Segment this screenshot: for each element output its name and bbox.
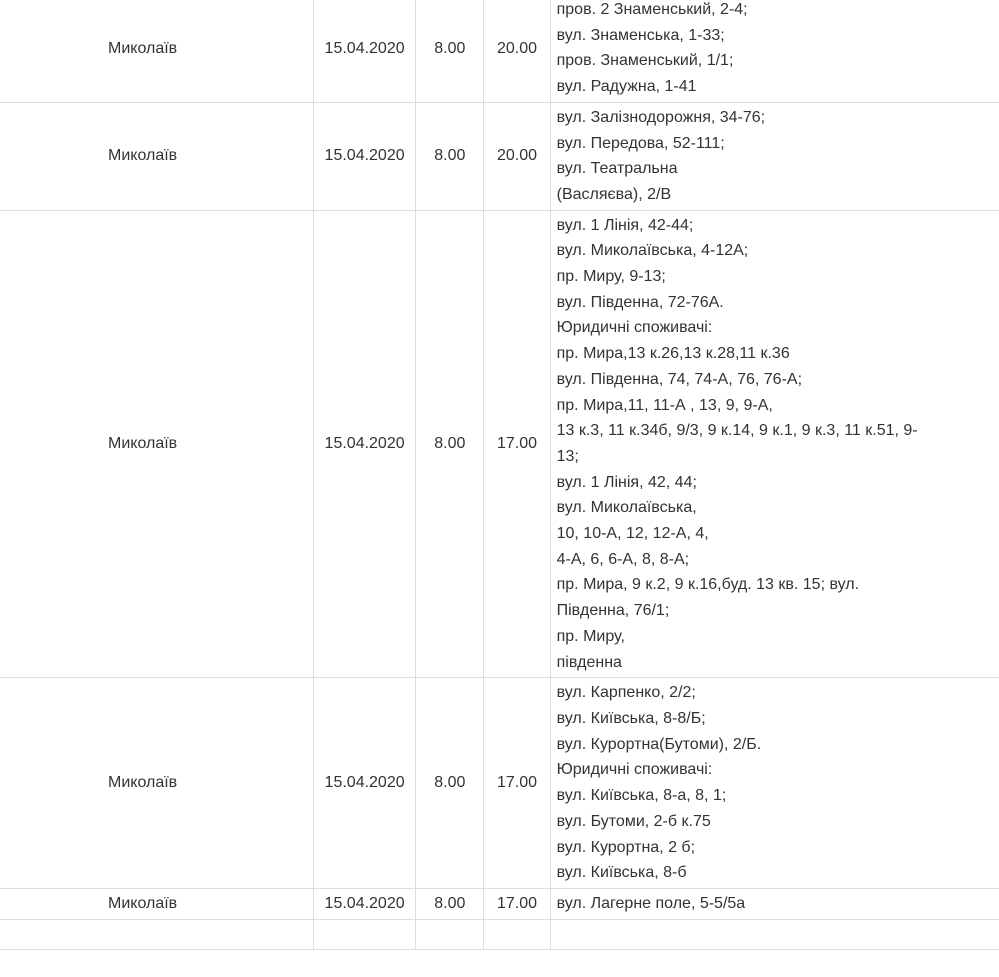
address-line: вул. Бутоми, 2-б к.75 (556, 812, 711, 830)
table-row (0, 102, 999, 210)
address-line: вул. Курортна, 2 б; (556, 838, 696, 856)
address-line: пр. Мира, 9 к.2, 9 к.16,буд. 13 кв. 15; вул. (556, 576, 860, 594)
table-row (0, 0, 999, 102)
addresses-cell (550, 888, 999, 919)
end-time-cell: 17.00 (484, 678, 550, 889)
address-line: вул. Київська, 8-8/Б; (556, 709, 706, 727)
date-cell: 15.04.2020 (313, 678, 415, 889)
address-line: вул. Південна, 74, 74-А, 76, 76-А; (556, 370, 803, 388)
address-line: пр. Мира,13 к.26,13 к.28,11 к.36 (556, 345, 790, 363)
address-line: пр. Мира,11, 11-А , 13, 9, 9-А, (556, 396, 773, 414)
address-line (557, 922, 999, 948)
address-line: 10, 10-А, 12, 12-А, 4, (556, 525, 709, 543)
start-time-cell: 8.00 (416, 678, 484, 889)
date-cell: 15.04.2020 (313, 102, 415, 210)
table-row (0, 210, 999, 678)
address-line: вул. Київська, 8-а, 8, 1; (556, 787, 727, 805)
address-line: пров. 2 Знаменський, 2-4; (556, 1, 748, 18)
table-row (0, 919, 999, 950)
end-time-cell: 17.00 (484, 210, 550, 678)
address-line: вул. 1 Лінія, 42-44; (556, 216, 694, 234)
city-cell: Миколаїв (0, 210, 313, 678)
end-time-cell: 20.00 (484, 0, 550, 102)
date-cell: 15.04.2020 (313, 0, 415, 102)
end-time-cell (484, 919, 550, 950)
address-line: пр. Миру, (556, 627, 625, 645)
start-time-cell: 8.00 (416, 102, 484, 210)
address-line: Південна, 76/1; (556, 602, 670, 620)
date-cell: 15.04.2020 (313, 888, 415, 919)
address-line: вул. Київська, 8-б (556, 864, 687, 882)
address-line: вул. Театральна (556, 160, 678, 178)
address-line: вул. Радужна, 1-41 (556, 78, 697, 96)
start-time-cell: 8.00 (416, 210, 484, 678)
address-line: Юридичні споживачі: (556, 761, 713, 779)
address-line: вул. 1 Лінія, 42, 44; (556, 473, 697, 491)
addresses-cell (550, 919, 999, 950)
address-line: вул. Миколаївська, (556, 499, 697, 517)
address-line: вул. Курортна(Бутоми), 2/Б. (556, 735, 762, 753)
address-line: (Васляєва), 2/В (556, 185, 672, 203)
address-line: 13 к.3, 11 к.34б, 9/3, 9 к.14, 9 к.1, 9 к.3, 11 к.51, 9- (556, 422, 918, 440)
start-time-cell: 8.00 (416, 0, 484, 102)
end-time-cell: 20.00 (484, 102, 550, 210)
address-line: вул. Карпенко, 2/2; (556, 684, 696, 702)
address-line: вул. Залізнодорожня, 34-76; (556, 108, 766, 126)
date-cell: 15.04.2020 (313, 210, 415, 678)
address-line: південна (556, 653, 622, 671)
city-cell: Миколаїв (0, 888, 313, 919)
table-row (0, 678, 999, 889)
end-time-cell: 17.00 (484, 888, 550, 919)
address-line: вул. Південна, 72-76А. (556, 293, 724, 311)
address-line: вул. Миколаївська, 4-12А; (556, 242, 749, 260)
address-line: пров. Знаменський, 1/1; (556, 52, 734, 70)
city-cell (0, 919, 313, 950)
address-line: вул. Знаменська, 1-33; (556, 26, 725, 44)
address-line: вул. Передова, 52-111; (556, 134, 725, 152)
addresses-cell (550, 0, 999, 102)
address-line: Юридичні споживачі: (556, 319, 713, 337)
address-line: пр. Миру, 9-13; (556, 268, 666, 286)
table-row (0, 888, 999, 919)
addresses-cell (550, 210, 999, 678)
city-cell: Миколаїв (0, 102, 313, 210)
address-line: 4-А, 6, 6-А, 8, 8-А; (556, 550, 690, 568)
addresses-cell (550, 678, 999, 889)
date-cell (313, 919, 415, 950)
address-line: 13; (556, 447, 579, 465)
addresses-cell (550, 102, 999, 210)
city-cell: Миколаїв (0, 678, 313, 889)
address-line: вул. Лагерне поле, 5-5/5а (556, 894, 746, 912)
city-cell: Миколаїв (0, 0, 313, 102)
start-time-cell (416, 919, 484, 950)
start-time-cell: 8.00 (416, 888, 484, 919)
